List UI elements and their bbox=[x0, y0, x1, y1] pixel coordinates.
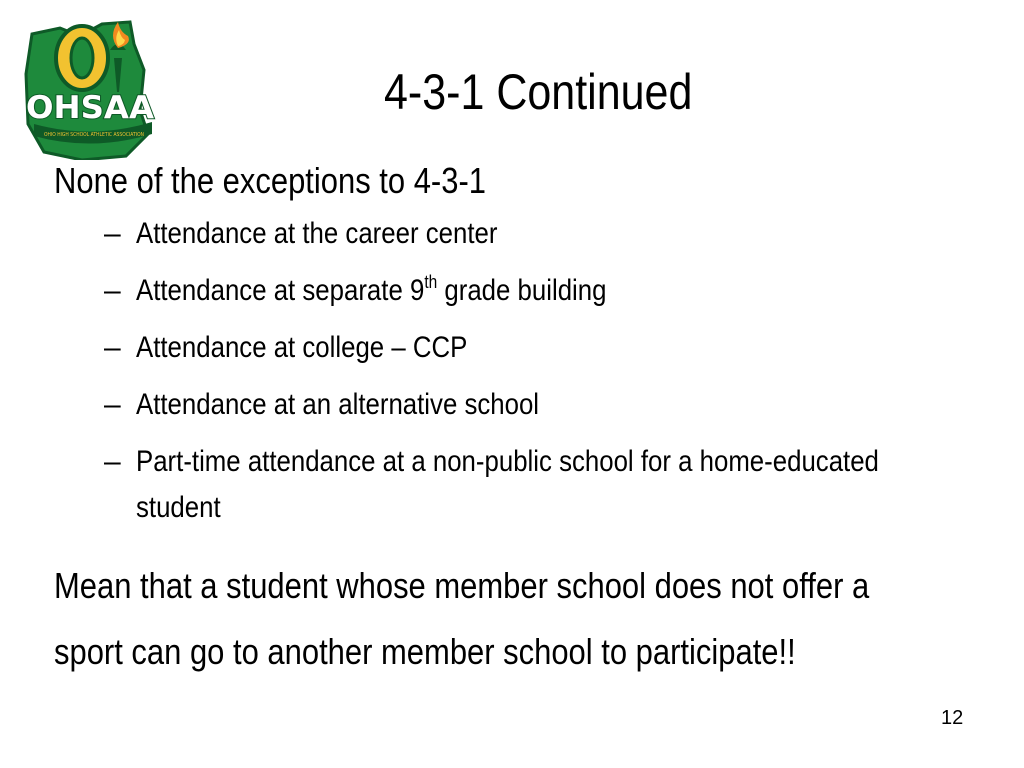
logo-ribbon-text: OHIO HIGH SCHOOL ATHLETIC ASSOCIATION bbox=[44, 132, 145, 138]
conclusion-statement: Mean that a student whose member school does not offer a sport can go to another member school to participate!! bbox=[54, 565, 870, 672]
bullet-dash: – bbox=[104, 331, 121, 364]
page-number: 12 bbox=[941, 707, 964, 729]
bullet-text-after: grade building bbox=[437, 274, 607, 307]
ohsaa-logo-graphic bbox=[22, 14, 162, 160]
logo-wordmark: OHSAA bbox=[26, 90, 155, 126]
ohsaa-logo bbox=[22, 14, 162, 160]
bullet-dash: – bbox=[104, 274, 121, 307]
list-item bbox=[54, 211, 994, 257]
lead-statement: None of the exceptions to 4-3-1 bbox=[54, 160, 486, 201]
bullet-dash: – bbox=[104, 388, 121, 421]
list-item bbox=[54, 268, 994, 314]
slide-title: 4-3-1 Continued bbox=[384, 64, 693, 120]
bullet-text: Attendance at the career center bbox=[136, 217, 498, 250]
bullet-text: Attendance at college – CCP bbox=[136, 331, 468, 364]
bullet-text bbox=[136, 268, 607, 314]
list-item bbox=[54, 439, 994, 531]
exception-list bbox=[54, 211, 994, 531]
ordinal-superscript: th bbox=[424, 272, 438, 292]
bullet-dash: – bbox=[104, 445, 121, 478]
bullet-text: Part-time attendance at a non-public school for a home-educated student bbox=[136, 445, 879, 524]
bullet-dash: – bbox=[104, 217, 121, 250]
slide-body bbox=[54, 155, 994, 542]
bullet-text-before: Attendance at separate 9 bbox=[136, 274, 425, 307]
list-item bbox=[54, 325, 994, 371]
bullet-text: Attendance at an alternative school bbox=[136, 388, 540, 421]
list-item bbox=[54, 382, 994, 428]
